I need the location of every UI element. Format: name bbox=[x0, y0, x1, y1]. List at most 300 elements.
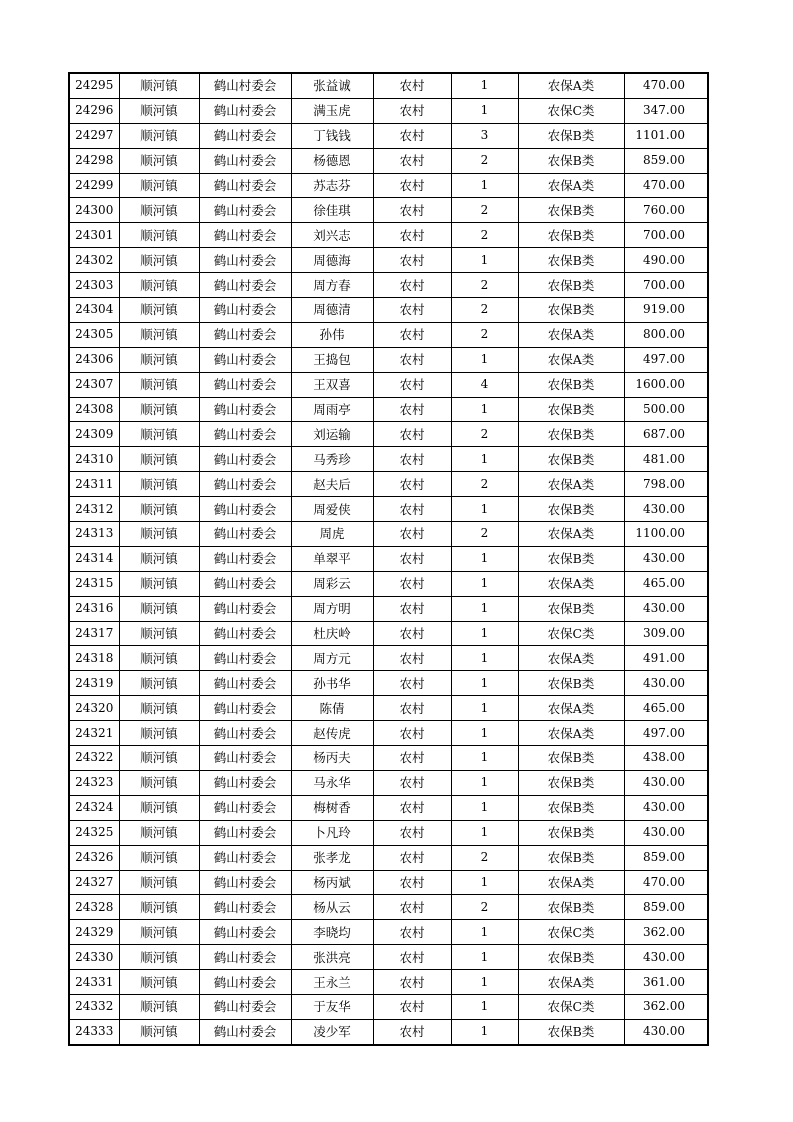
cell-insurance-category: 农保B类 bbox=[518, 273, 624, 298]
cell-town: 顺河镇 bbox=[119, 148, 199, 173]
cell-amount: 438.00 bbox=[624, 746, 708, 771]
cell-name: 凌少军 bbox=[291, 1019, 373, 1044]
cell-amount: 430.00 bbox=[624, 770, 708, 795]
cell-household-type: 农村 bbox=[373, 646, 451, 671]
cell-record-number: 24298 bbox=[69, 148, 119, 173]
table-row bbox=[69, 472, 708, 497]
cell-insurance-category: 农保B类 bbox=[518, 895, 624, 920]
cell-insurance-category: 农保C类 bbox=[518, 920, 624, 945]
cell-town: 顺河镇 bbox=[119, 372, 199, 397]
cell-member-count: 2 bbox=[451, 472, 518, 497]
table-row bbox=[69, 372, 708, 397]
cell-household-type: 农村 bbox=[373, 546, 451, 571]
cell-town: 顺河镇 bbox=[119, 497, 199, 522]
cell-insurance-category: 农保A类 bbox=[518, 870, 624, 895]
cell-record-number: 24303 bbox=[69, 273, 119, 298]
cell-household-type: 农村 bbox=[373, 621, 451, 646]
cell-village-committee: 鹤山村委会 bbox=[199, 546, 291, 571]
cell-record-number: 24313 bbox=[69, 522, 119, 547]
cell-insurance-category: 农保B类 bbox=[518, 671, 624, 696]
cell-record-number: 24311 bbox=[69, 472, 119, 497]
cell-village-committee: 鹤山村委会 bbox=[199, 646, 291, 671]
cell-household-type: 农村 bbox=[373, 472, 451, 497]
cell-household-type: 农村 bbox=[373, 273, 451, 298]
cell-member-count: 1 bbox=[451, 1019, 518, 1044]
cell-insurance-category: 农保B类 bbox=[518, 497, 624, 522]
cell-village-committee: 鹤山村委会 bbox=[199, 746, 291, 771]
table-row bbox=[69, 497, 708, 522]
cell-insurance-category: 农保B类 bbox=[518, 248, 624, 273]
cell-member-count: 1 bbox=[451, 73, 518, 98]
table-row bbox=[69, 920, 708, 945]
cell-insurance-category: 农保B类 bbox=[518, 223, 624, 248]
cell-town: 顺河镇 bbox=[119, 845, 199, 870]
cell-name: 周方明 bbox=[291, 596, 373, 621]
cell-member-count: 1 bbox=[451, 571, 518, 596]
cell-insurance-category: 农保B类 bbox=[518, 198, 624, 223]
cell-name: 赵夫后 bbox=[291, 472, 373, 497]
cell-record-number: 24315 bbox=[69, 571, 119, 596]
table-row bbox=[69, 646, 708, 671]
cell-town: 顺河镇 bbox=[119, 546, 199, 571]
table-row bbox=[69, 273, 708, 298]
cell-record-number: 24321 bbox=[69, 721, 119, 746]
cell-town: 顺河镇 bbox=[119, 895, 199, 920]
cell-record-number: 24299 bbox=[69, 173, 119, 198]
cell-member-count: 4 bbox=[451, 372, 518, 397]
cell-household-type: 农村 bbox=[373, 198, 451, 223]
table-row bbox=[69, 522, 708, 547]
cell-member-count: 1 bbox=[451, 497, 518, 522]
cell-name: 陈倩 bbox=[291, 696, 373, 721]
table-body bbox=[69, 73, 708, 1045]
cell-insurance-category: 农保A类 bbox=[518, 322, 624, 347]
cell-village-committee: 鹤山村委会 bbox=[199, 248, 291, 273]
cell-town: 顺河镇 bbox=[119, 248, 199, 273]
table-row bbox=[69, 671, 708, 696]
cell-record-number: 24302 bbox=[69, 248, 119, 273]
cell-amount: 700.00 bbox=[624, 273, 708, 298]
cell-name: 周虎 bbox=[291, 522, 373, 547]
cell-town: 顺河镇 bbox=[119, 397, 199, 422]
cell-insurance-category: 农保A类 bbox=[518, 970, 624, 995]
cell-town: 顺河镇 bbox=[119, 347, 199, 372]
cell-member-count: 1 bbox=[451, 820, 518, 845]
cell-member-count: 2 bbox=[451, 223, 518, 248]
cell-name: 周方春 bbox=[291, 273, 373, 298]
cell-village-committee: 鹤山村委会 bbox=[199, 422, 291, 447]
cell-town: 顺河镇 bbox=[119, 671, 199, 696]
cell-town: 顺河镇 bbox=[119, 820, 199, 845]
cell-village-committee: 鹤山村委会 bbox=[199, 522, 291, 547]
cell-village-committee: 鹤山村委会 bbox=[199, 347, 291, 372]
cell-member-count: 2 bbox=[451, 322, 518, 347]
table-row bbox=[69, 596, 708, 621]
cell-name: 刘运输 bbox=[291, 422, 373, 447]
cell-record-number: 24312 bbox=[69, 497, 119, 522]
table-row bbox=[69, 895, 708, 920]
cell-amount: 919.00 bbox=[624, 298, 708, 323]
table-row bbox=[69, 770, 708, 795]
cell-name: 周方元 bbox=[291, 646, 373, 671]
cell-household-type: 农村 bbox=[373, 945, 451, 970]
cell-amount: 470.00 bbox=[624, 73, 708, 98]
cell-amount: 1600.00 bbox=[624, 372, 708, 397]
cell-household-type: 农村 bbox=[373, 1019, 451, 1044]
cell-household-type: 农村 bbox=[373, 870, 451, 895]
cell-town: 顺河镇 bbox=[119, 994, 199, 1019]
cell-insurance-category: 农保B类 bbox=[518, 123, 624, 148]
cell-village-committee: 鹤山村委会 bbox=[199, 596, 291, 621]
cell-town: 顺河镇 bbox=[119, 223, 199, 248]
cell-name: 杨德恩 bbox=[291, 148, 373, 173]
cell-member-count: 1 bbox=[451, 98, 518, 123]
cell-name: 孙书华 bbox=[291, 671, 373, 696]
cell-amount: 470.00 bbox=[624, 870, 708, 895]
table-row bbox=[69, 696, 708, 721]
cell-household-type: 农村 bbox=[373, 322, 451, 347]
cell-name: 马永华 bbox=[291, 770, 373, 795]
cell-household-type: 农村 bbox=[373, 795, 451, 820]
cell-record-number: 24326 bbox=[69, 845, 119, 870]
cell-village-committee: 鹤山村委会 bbox=[199, 870, 291, 895]
cell-household-type: 农村 bbox=[373, 98, 451, 123]
cell-town: 顺河镇 bbox=[119, 696, 199, 721]
cell-record-number: 24331 bbox=[69, 970, 119, 995]
cell-town: 顺河镇 bbox=[119, 795, 199, 820]
cell-town: 顺河镇 bbox=[119, 173, 199, 198]
cell-amount: 430.00 bbox=[624, 820, 708, 845]
cell-insurance-category: 农保A类 bbox=[518, 721, 624, 746]
cell-name: 周爱侠 bbox=[291, 497, 373, 522]
cell-record-number: 24301 bbox=[69, 223, 119, 248]
table-row bbox=[69, 795, 708, 820]
cell-amount: 760.00 bbox=[624, 198, 708, 223]
cell-amount: 497.00 bbox=[624, 721, 708, 746]
cell-member-count: 1 bbox=[451, 248, 518, 273]
table-row bbox=[69, 945, 708, 970]
cell-village-committee: 鹤山村委会 bbox=[199, 671, 291, 696]
cell-insurance-category: 农保B类 bbox=[518, 1019, 624, 1044]
cell-village-committee: 鹤山村委会 bbox=[199, 372, 291, 397]
cell-record-number: 24328 bbox=[69, 895, 119, 920]
cell-name: 周德海 bbox=[291, 248, 373, 273]
cell-town: 顺河镇 bbox=[119, 646, 199, 671]
cell-member-count: 2 bbox=[451, 148, 518, 173]
cell-household-type: 农村 bbox=[373, 248, 451, 273]
cell-member-count: 2 bbox=[451, 422, 518, 447]
cell-village-committee: 鹤山村委会 bbox=[199, 621, 291, 646]
cell-name: 徐佳琪 bbox=[291, 198, 373, 223]
cell-amount: 859.00 bbox=[624, 148, 708, 173]
cell-household-type: 农村 bbox=[373, 148, 451, 173]
cell-record-number: 24327 bbox=[69, 870, 119, 895]
cell-insurance-category: 农保C类 bbox=[518, 98, 624, 123]
cell-household-type: 农村 bbox=[373, 447, 451, 472]
cell-member-count: 1 bbox=[451, 994, 518, 1019]
table-row bbox=[69, 322, 708, 347]
cell-member-count: 1 bbox=[451, 646, 518, 671]
cell-town: 顺河镇 bbox=[119, 770, 199, 795]
cell-member-count: 1 bbox=[451, 173, 518, 198]
cell-member-count: 1 bbox=[451, 945, 518, 970]
cell-household-type: 农村 bbox=[373, 522, 451, 547]
table-row bbox=[69, 870, 708, 895]
cell-village-committee: 鹤山村委会 bbox=[199, 472, 291, 497]
cell-name: 孙伟 bbox=[291, 322, 373, 347]
cell-insurance-category: 农保B类 bbox=[518, 770, 624, 795]
cell-village-committee: 鹤山村委会 bbox=[199, 845, 291, 870]
cell-amount: 361.00 bbox=[624, 970, 708, 995]
cell-name: 杨丙夫 bbox=[291, 746, 373, 771]
cell-village-committee: 鹤山村委会 bbox=[199, 98, 291, 123]
cell-household-type: 农村 bbox=[373, 422, 451, 447]
cell-insurance-category: 农保B类 bbox=[518, 746, 624, 771]
cell-amount: 465.00 bbox=[624, 571, 708, 596]
cell-record-number: 24309 bbox=[69, 422, 119, 447]
cell-amount: 481.00 bbox=[624, 447, 708, 472]
cell-village-committee: 鹤山村委会 bbox=[199, 447, 291, 472]
cell-record-number: 24304 bbox=[69, 298, 119, 323]
cell-household-type: 农村 bbox=[373, 721, 451, 746]
cell-town: 顺河镇 bbox=[119, 322, 199, 347]
cell-record-number: 24324 bbox=[69, 795, 119, 820]
cell-household-type: 农村 bbox=[373, 895, 451, 920]
cell-household-type: 农村 bbox=[373, 497, 451, 522]
cell-household-type: 农村 bbox=[373, 372, 451, 397]
cell-member-count: 2 bbox=[451, 895, 518, 920]
cell-insurance-category: 农保B类 bbox=[518, 596, 624, 621]
cell-member-count: 1 bbox=[451, 696, 518, 721]
cell-household-type: 农村 bbox=[373, 696, 451, 721]
cell-insurance-category: 农保A类 bbox=[518, 173, 624, 198]
cell-village-committee: 鹤山村委会 bbox=[199, 273, 291, 298]
cell-village-committee: 鹤山村委会 bbox=[199, 198, 291, 223]
cell-insurance-category: 农保A类 bbox=[518, 646, 624, 671]
cell-name: 卜凡玲 bbox=[291, 820, 373, 845]
table-row bbox=[69, 298, 708, 323]
cell-member-count: 1 bbox=[451, 970, 518, 995]
cell-household-type: 农村 bbox=[373, 73, 451, 98]
cell-town: 顺河镇 bbox=[119, 596, 199, 621]
cell-record-number: 24296 bbox=[69, 98, 119, 123]
cell-town: 顺河镇 bbox=[119, 970, 199, 995]
cell-household-type: 农村 bbox=[373, 994, 451, 1019]
cell-household-type: 农村 bbox=[373, 920, 451, 945]
cell-insurance-category: 农保A类 bbox=[518, 571, 624, 596]
cell-name: 王捣包 bbox=[291, 347, 373, 372]
cell-amount: 800.00 bbox=[624, 322, 708, 347]
cell-village-committee: 鹤山村委会 bbox=[199, 497, 291, 522]
cell-household-type: 农村 bbox=[373, 770, 451, 795]
cell-member-count: 2 bbox=[451, 273, 518, 298]
cell-village-committee: 鹤山村委会 bbox=[199, 970, 291, 995]
cell-insurance-category: 农保A类 bbox=[518, 472, 624, 497]
cell-name: 梅树香 bbox=[291, 795, 373, 820]
cell-member-count: 1 bbox=[451, 546, 518, 571]
cell-name: 张益诚 bbox=[291, 73, 373, 98]
cell-name: 周德清 bbox=[291, 298, 373, 323]
cell-name: 周彩云 bbox=[291, 571, 373, 596]
cell-name: 马秀珍 bbox=[291, 447, 373, 472]
cell-amount: 309.00 bbox=[624, 621, 708, 646]
cell-member-count: 1 bbox=[451, 746, 518, 771]
cell-town: 顺河镇 bbox=[119, 870, 199, 895]
cell-village-committee: 鹤山村委会 bbox=[199, 322, 291, 347]
cell-amount: 1101.00 bbox=[624, 123, 708, 148]
cell-village-committee: 鹤山村委会 bbox=[199, 770, 291, 795]
cell-record-number: 24314 bbox=[69, 546, 119, 571]
cell-record-number: 24297 bbox=[69, 123, 119, 148]
table-row bbox=[69, 173, 708, 198]
cell-household-type: 农村 bbox=[373, 596, 451, 621]
cell-household-type: 农村 bbox=[373, 970, 451, 995]
cell-record-number: 24300 bbox=[69, 198, 119, 223]
table-row bbox=[69, 820, 708, 845]
table-row bbox=[69, 845, 708, 870]
cell-village-committee: 鹤山村委会 bbox=[199, 994, 291, 1019]
cell-insurance-category: 农保C类 bbox=[518, 621, 624, 646]
cell-amount: 430.00 bbox=[624, 945, 708, 970]
table-row bbox=[69, 1019, 708, 1044]
cell-town: 顺河镇 bbox=[119, 746, 199, 771]
cell-insurance-category: 农保B类 bbox=[518, 298, 624, 323]
cell-name: 刘兴志 bbox=[291, 223, 373, 248]
cell-insurance-category: 农保B类 bbox=[518, 795, 624, 820]
cell-village-committee: 鹤山村委会 bbox=[199, 721, 291, 746]
cell-member-count: 1 bbox=[451, 397, 518, 422]
cell-record-number: 24325 bbox=[69, 820, 119, 845]
cell-town: 顺河镇 bbox=[119, 1019, 199, 1044]
table-row bbox=[69, 621, 708, 646]
cell-insurance-category: 农保B类 bbox=[518, 372, 624, 397]
cell-record-number: 24330 bbox=[69, 945, 119, 970]
cell-member-count: 1 bbox=[451, 447, 518, 472]
cell-amount: 362.00 bbox=[624, 994, 708, 1019]
cell-village-committee: 鹤山村委会 bbox=[199, 696, 291, 721]
cell-amount: 430.00 bbox=[624, 596, 708, 621]
table-row bbox=[69, 721, 708, 746]
cell-name: 丁钱钱 bbox=[291, 123, 373, 148]
table-row bbox=[69, 148, 708, 173]
cell-record-number: 24308 bbox=[69, 397, 119, 422]
cell-member-count: 1 bbox=[451, 347, 518, 372]
cell-member-count: 1 bbox=[451, 870, 518, 895]
cell-household-type: 农村 bbox=[373, 746, 451, 771]
cell-insurance-category: 农保B类 bbox=[518, 820, 624, 845]
table-row bbox=[69, 73, 708, 98]
cell-town: 顺河镇 bbox=[119, 273, 199, 298]
cell-town: 顺河镇 bbox=[119, 945, 199, 970]
cell-insurance-category: 农保A类 bbox=[518, 347, 624, 372]
cell-name: 李晓均 bbox=[291, 920, 373, 945]
cell-record-number: 24332 bbox=[69, 994, 119, 1019]
cell-household-type: 农村 bbox=[373, 671, 451, 696]
cell-name: 张孝龙 bbox=[291, 845, 373, 870]
table-row bbox=[69, 248, 708, 273]
cell-household-type: 农村 bbox=[373, 223, 451, 248]
cell-household-type: 农村 bbox=[373, 571, 451, 596]
cell-amount: 798.00 bbox=[624, 472, 708, 497]
table-row bbox=[69, 123, 708, 148]
cell-amount: 430.00 bbox=[624, 1019, 708, 1044]
cell-amount: 500.00 bbox=[624, 397, 708, 422]
cell-name: 满玉虎 bbox=[291, 98, 373, 123]
cell-insurance-category: 农保B类 bbox=[518, 845, 624, 870]
cell-member-count: 2 bbox=[451, 298, 518, 323]
table-row bbox=[69, 970, 708, 995]
cell-name: 于友华 bbox=[291, 994, 373, 1019]
cell-amount: 430.00 bbox=[624, 671, 708, 696]
cell-household-type: 农村 bbox=[373, 845, 451, 870]
cell-village-committee: 鹤山村委会 bbox=[199, 123, 291, 148]
cell-member-count: 3 bbox=[451, 123, 518, 148]
cell-amount: 430.00 bbox=[624, 497, 708, 522]
cell-member-count: 1 bbox=[451, 621, 518, 646]
cell-member-count: 1 bbox=[451, 920, 518, 945]
cell-household-type: 农村 bbox=[373, 820, 451, 845]
cell-name: 单翠平 bbox=[291, 546, 373, 571]
cell-town: 顺河镇 bbox=[119, 198, 199, 223]
cell-insurance-category: 农保B类 bbox=[518, 148, 624, 173]
cell-household-type: 农村 bbox=[373, 123, 451, 148]
cell-town: 顺河镇 bbox=[119, 447, 199, 472]
cell-record-number: 24323 bbox=[69, 770, 119, 795]
cell-town: 顺河镇 bbox=[119, 721, 199, 746]
cell-town: 顺河镇 bbox=[119, 920, 199, 945]
table-row bbox=[69, 98, 708, 123]
cell-village-committee: 鹤山村委会 bbox=[199, 571, 291, 596]
cell-name: 赵传虎 bbox=[291, 721, 373, 746]
cell-village-committee: 鹤山村委会 bbox=[199, 298, 291, 323]
table-row bbox=[69, 397, 708, 422]
cell-record-number: 24329 bbox=[69, 920, 119, 945]
cell-town: 顺河镇 bbox=[119, 571, 199, 596]
cell-record-number: 24317 bbox=[69, 621, 119, 646]
cell-village-committee: 鹤山村委会 bbox=[199, 397, 291, 422]
cell-amount: 1100.00 bbox=[624, 522, 708, 547]
cell-name: 王双喜 bbox=[291, 372, 373, 397]
cell-village-committee: 鹤山村委会 bbox=[199, 223, 291, 248]
cell-record-number: 24307 bbox=[69, 372, 119, 397]
cell-village-committee: 鹤山村委会 bbox=[199, 73, 291, 98]
cell-amount: 465.00 bbox=[624, 696, 708, 721]
cell-amount: 347.00 bbox=[624, 98, 708, 123]
cell-record-number: 24318 bbox=[69, 646, 119, 671]
cell-amount: 859.00 bbox=[624, 845, 708, 870]
cell-village-committee: 鹤山村委会 bbox=[199, 895, 291, 920]
cell-record-number: 24322 bbox=[69, 746, 119, 771]
cell-town: 顺河镇 bbox=[119, 522, 199, 547]
cell-insurance-category: 农保A类 bbox=[518, 522, 624, 547]
cell-town: 顺河镇 bbox=[119, 123, 199, 148]
cell-amount: 859.00 bbox=[624, 895, 708, 920]
cell-name: 杨从云 bbox=[291, 895, 373, 920]
cell-record-number: 24295 bbox=[69, 73, 119, 98]
table-row bbox=[69, 746, 708, 771]
cell-insurance-category: 农保B类 bbox=[518, 546, 624, 571]
cell-member-count: 1 bbox=[451, 770, 518, 795]
table-row bbox=[69, 347, 708, 372]
cell-insurance-category: 农保B类 bbox=[518, 447, 624, 472]
cell-village-committee: 鹤山村委会 bbox=[199, 920, 291, 945]
cell-town: 顺河镇 bbox=[119, 472, 199, 497]
cell-record-number: 24305 bbox=[69, 322, 119, 347]
cell-record-number: 24306 bbox=[69, 347, 119, 372]
cell-amount: 491.00 bbox=[624, 646, 708, 671]
cell-name: 周雨亭 bbox=[291, 397, 373, 422]
cell-record-number: 24320 bbox=[69, 696, 119, 721]
